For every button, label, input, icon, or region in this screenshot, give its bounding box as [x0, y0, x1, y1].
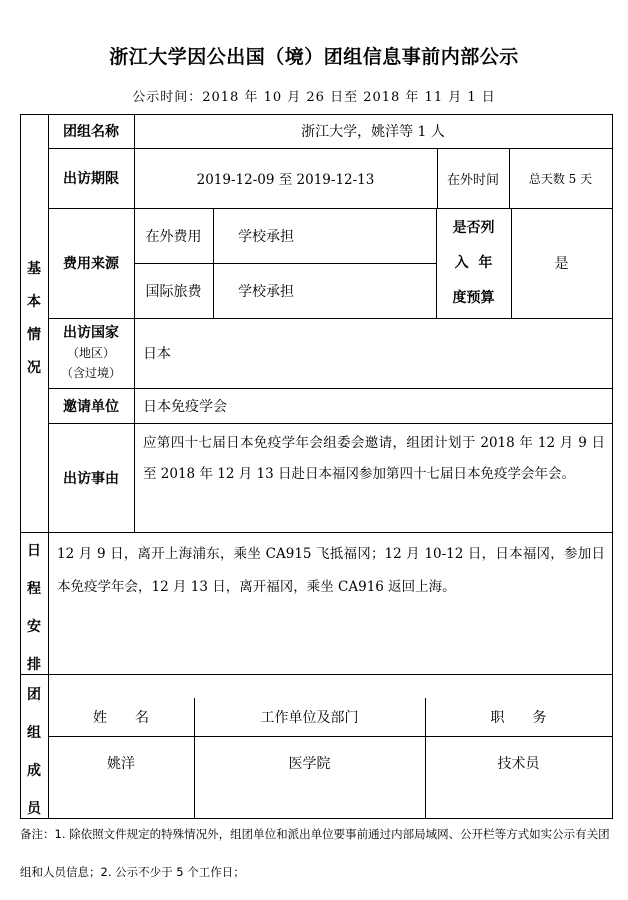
abroad-time-label: 在外时间	[446, 172, 499, 188]
country-value: 日本	[143, 346, 171, 362]
member-header-title: 职 务	[490, 710, 547, 726]
funding-label: 费用来源	[63, 256, 119, 272]
inviter-label: 邀请单位	[63, 398, 119, 415]
footnote: 备注：1. 除依照文件规定的特殊情况外，组团单位和派出单位要事前通过内部局域网、公开栏等方式如实公示有关团组和人员信息；2. 公示不少于 5 个工作日；	[20, 827, 610, 879]
abroad-cost-value: 学校承担	[238, 228, 294, 245]
section-label-members: 团 组 成 员	[27, 687, 41, 817]
publish-time: 公示时间：2018 年 10 月 26 日至 2018 年 11 月 1 日	[132, 90, 496, 105]
member-unit: 医学院	[288, 756, 331, 772]
budget-value: 是	[554, 256, 569, 272]
section-label-schedule: 日 程 安 排	[27, 543, 41, 673]
abroad-time-value: 总天数 5 天	[528, 171, 593, 186]
page-title: 浙江大学因公出国（境）团组信息事前内部公示	[109, 46, 519, 68]
section-label-basic-info: 基 本 情 况	[27, 261, 41, 376]
abroad-cost-label: 在外费用	[145, 228, 202, 245]
intl-travel-label: 国际旅费	[145, 283, 202, 300]
budget-label: 是否列 入 年 度预算	[452, 219, 495, 306]
member-header-unit: 工作单位及部门	[260, 710, 359, 726]
group-name-value: 浙江大学，姚洋等 1 人	[301, 124, 445, 140]
inviter-value: 日本免疫学会	[143, 398, 227, 415]
purpose-label: 出访事由	[63, 470, 119, 487]
member-title: 技术员	[497, 756, 540, 772]
member-name: 姚洋	[107, 756, 135, 772]
member-header-name: 姓 名	[93, 710, 149, 726]
intl-travel-value: 学校承担	[238, 283, 294, 300]
group-name-label: 团组名称	[63, 124, 119, 140]
schedule-text: 12 月 9 日，离开上海浦东，乘坐 CA915 飞抵福冈；12 月 10-12 日，日本福冈，参加日本免疫学年会，12 月 13 日，离开福冈，乘坐 CA916 返回上海。	[57, 546, 605, 595]
period-value: 2019-12-09 至 2019-12-13	[196, 172, 375, 188]
period-label: 出访期限	[63, 171, 119, 187]
country-label: 出访国家 （地区） （含过境）	[60, 325, 121, 380]
purpose-value: 应第四十七届日本免疫学年会组委会邀请，组团计划于 2018 年 12 月 9 日至 2018 年 12 月 13 日赴日本福冈参加第四十七届日本免疫学会年会。	[143, 435, 605, 482]
